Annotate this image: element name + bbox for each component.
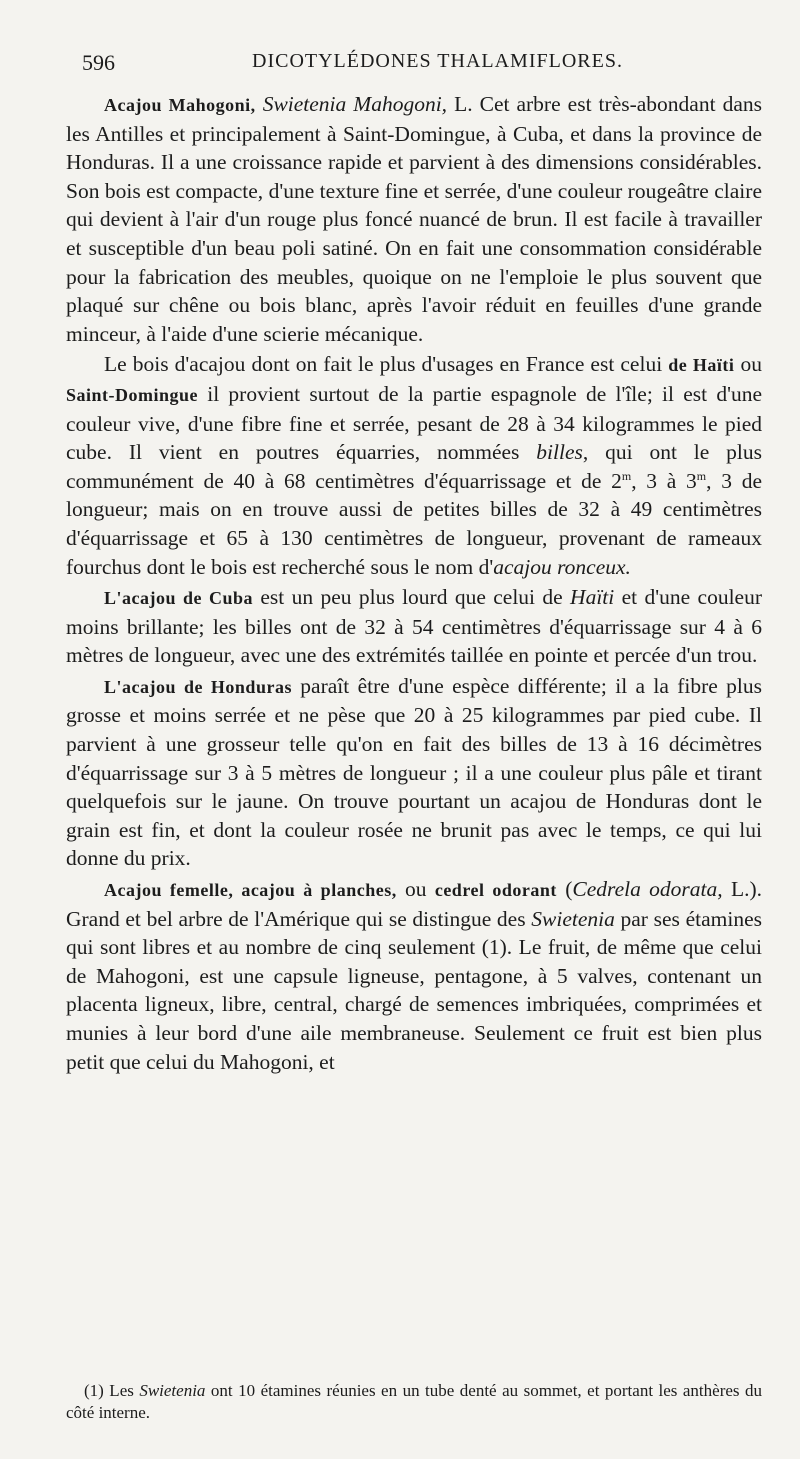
paragraph-text: , 3 de longueur; mais on en trouve aussi de petites billes de 32 à 49 centimètres d'équarrissage et 65 à 130 centimètres de longueur, provenant de rameaux fourchus dont le bois est recherché sous le nom d' [66, 468, 762, 579]
paragraph-text: ou [396, 877, 435, 902]
page-header [82, 50, 758, 84]
italic-billes: billes [536, 440, 583, 465]
paragraph-text: ( [556, 877, 573, 902]
paragraph-text: et d'une couleur moins brillante; les billes ont de 32 à 54 centimètres d'équarrissage sur 4 à 6 mètres de longueur, avec une des extrémités taillée en pointe et percée d'un trou. [66, 585, 762, 668]
paragraph-text: , 3 à 3 [631, 468, 697, 493]
paragraph-text: ou [734, 352, 763, 377]
paragraph-text: L. Cet arbre est très-abondant dans les Antilles et principalement à Saint-Domingue, à Cuba, et dans la province de Honduras. Il a une croissance rapide et parvient à des dimensions considérables. Son bois est compacte, d'une texture fine et serrée, d'une couleur rougeâtre claire qui devient à l'air d'un rouge plus foncé nuancé de brun. Il est facile à travailler et susceptible d'un beau poli satiné. On en fait une consommation considérable pour la fabrication des meubles, quoique on ne l'emploie le plus souvent que plaqué sur chêne ou bois blanc, après l'avoir réduit en feuilles d'une grande minceur, à l'aide d'une scierie mécanique. [66, 92, 763, 346]
paragraph-text: Le bois d'acajou dont on fait le plus d'usages en France est celui [104, 352, 669, 377]
term-haiti: de Haïti [668, 355, 735, 376]
paragraph-mahogoni [66, 90, 762, 348]
paragraph-text: paraît être d'une espèce différente; il a la fibre plus grosse et moins serrée et ne pèse que 20 à 25 kilogrammes par pied cube. Il parvient à une grosseur telle qu'on en fait des billes de 13 à 16 décimètres d'équarrissage sur 3 à 5 mètres de longueur ; il a une couleur plus pâle et tirant quelquefois sur le jaune. On trouve pourtant un acajou de Honduras dont le grain est fin, et dont la couleur rosée ne brunit pas avec le temps, ce qui lui donne du prix. [66, 673, 762, 871]
paragraph-cedrela [66, 875, 762, 1076]
footnote [66, 1380, 762, 1424]
body-text [66, 90, 762, 1076]
page-number: 596 [82, 50, 115, 75]
unit-superscript: m [621, 468, 632, 483]
paragraph-text: il provient surtout de la partie espagnole de l'île; il est d'une couleur vive, d'une fibre fine et serrée, pesant de 28 à 34 kilogrammes le pied cube. Il vient en poutres équarries, nommées [66, 381, 762, 465]
paragraph-text: , qui ont le plus communément de 40 à 68 centimètres d'équarrissage et de 2 [66, 440, 763, 493]
term-acajou-de-cuba: L'acajou de Cuba [104, 588, 253, 609]
term-saint-domingue: Saint-Domingue [66, 384, 199, 405]
italic-haiti: Haïti [570, 585, 615, 610]
paragraph-honduras [66, 672, 762, 873]
unit-superscript: m [696, 468, 707, 483]
term-acajou-de-honduras: L'acajou de Honduras [104, 676, 292, 697]
paragraph-cuba [66, 583, 762, 670]
footnote-text: Les [103, 1381, 140, 1400]
footnote-number: (1) [84, 1381, 104, 1400]
running-head: DICOTYLÉDONES THALAMIFLORES. [252, 50, 623, 72]
paragraph-text: L.). Grand et bel arbre de l'Amérique qui se distingue des [66, 877, 763, 931]
term-acajou-mahogoni: Acajou Mahogoni, [104, 95, 256, 115]
paragraph-haiti [66, 350, 762, 581]
species-name: Swietenia Mahogoni, [262, 92, 448, 116]
paragraph-text: par ses étamines qui sont libres et au nombre de cinq seulement (1). Le fruit, de même que celui de Mahogoni, est une capsule ligneuse, pentagone, à 5 valves, contenant un placenta ligneux, libre, central, chargé de semences imbriquées, comprimées et munies à leur bord d'une aile membraneuse. Seulement ce fruit est bien plus petit que celui du Mahogoni, et [66, 906, 762, 1074]
species-cedrela: Cedrela odorata, [572, 877, 723, 902]
italic-acajou-ronceux: acajou ronceux. [493, 554, 631, 579]
term-cedrel-odorant: cedrel odorant [434, 880, 557, 901]
genus-swietenia: Swietenia [531, 906, 615, 931]
footnote-genus: Swietenia [139, 1381, 206, 1400]
footnote-text: ont 10 étamines réunies en un tube denté au sommet, et portant les anthères du côté interne. [66, 1381, 762, 1422]
term-acajou-femelle: Acajou femelle, acajou à planches, [104, 880, 397, 901]
paragraph-text: est un peu plus lourd que celui de [253, 585, 571, 610]
